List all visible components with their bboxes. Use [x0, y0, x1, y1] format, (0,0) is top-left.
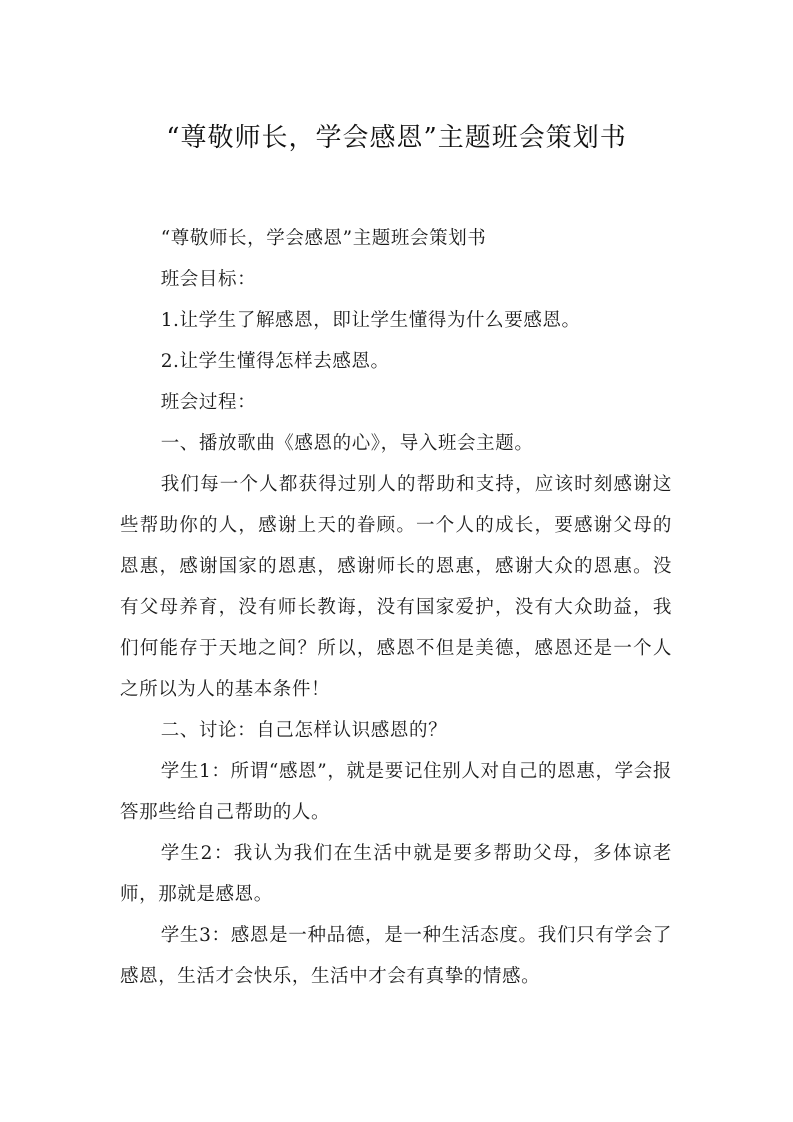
- paragraph-goal-1: 1.让学生了解感恩，即让学生懂得为什么要感恩。: [160, 310, 581, 331]
- paragraph-step-2: 二、讨论：自己怎样认识感恩的？: [160, 720, 448, 741]
- paragraph-step-1: 一、播放歌曲《感恩的心》，导入班会主题。: [160, 433, 534, 454]
- paragraph-student-3: 学生3：感恩是一种品德，是一种生活态度。我们只有学会了感恩，生活才会快乐，生活中才会有真挚的情感。: [120, 925, 672, 987]
- paragraph-student-1: 学生1：所谓“感恩”，就是要记住别人对自己的恩惠，学会报答那些给自己帮助的人。: [120, 761, 672, 823]
- document-title: “尊敬师长，学会感恩”主题班会策划书: [166, 123, 627, 153]
- document-body: [120, 218, 672, 997]
- paragraph-subtitle: “尊敬师长，学会感恩”主题班会策划书: [160, 228, 487, 249]
- paragraph-goal-2: 2.让学生懂得怎样去感恩。: [160, 351, 390, 372]
- paragraph-goals-heading: 班会目标：: [160, 269, 257, 290]
- paragraph-student-2: 学生2：我认为我们在生活中就是要多帮助父母，多体谅老师，那就是感恩。: [120, 843, 672, 905]
- paragraph-process-heading: 班会过程：: [160, 392, 257, 413]
- paragraph-step-1-body: 我们每一个人都获得过别人的帮助和支持，应该时刻感谢这些帮助你的人，感谢上天的眷顾。一个人的成长，要感谢父母的恩惠，感谢国家的恩惠，感谢师长的恩惠，感谢大众的恩惠。没有父母养育，没有师长教诲，没有国家爱护，没有大众助益，我们何能存于天地之间？所以，感恩不但是美德，感恩还是一个人之所以为人的基本条件！: [120, 474, 672, 700]
